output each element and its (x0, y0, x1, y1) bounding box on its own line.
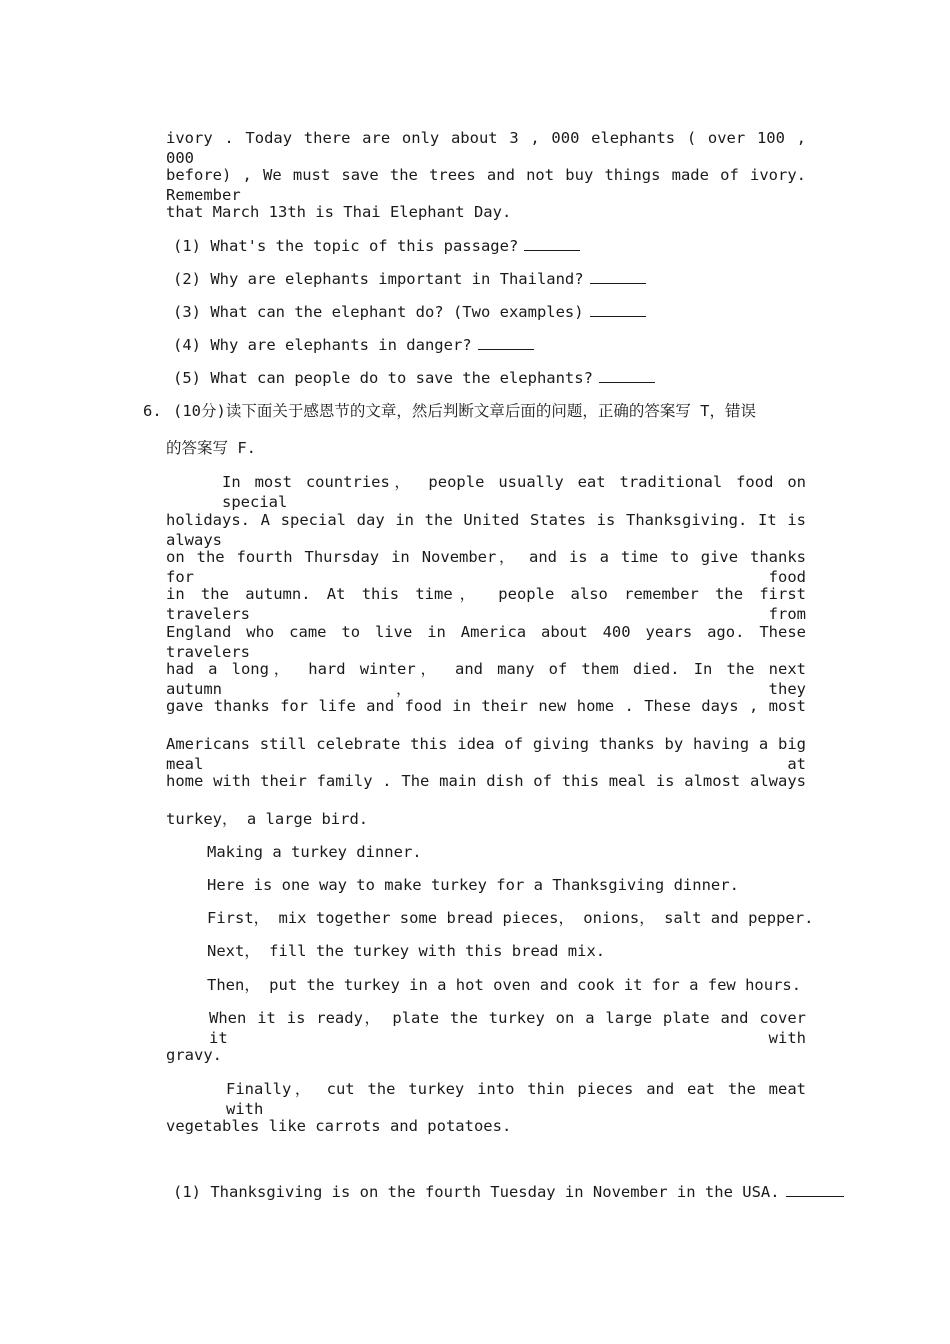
question-text: (3) What can the elephant do? (Two examples) (173, 303, 584, 321)
passage6-line-4: in the autumn. At this time， people also remember the first travelers from (166, 585, 806, 623)
question6-instruction-line-2: 的答案写 F. (166, 439, 256, 457)
passage6-line-6: had a long， hard winter， and many of them died. In the next autumn， they (166, 660, 806, 698)
answer-blank[interactable] (590, 269, 646, 284)
answer-blank[interactable] (599, 368, 655, 383)
question5-3 (173, 302, 646, 322)
question-text: (1) Thanksgiving is on the fourth Tuesday in November in the USA. (173, 1183, 780, 1201)
recipe-intro: Here is one way to make turkey for a Thanksgiving dinner. (207, 876, 739, 894)
question-text: (4) Why are elephants in danger? (173, 336, 472, 354)
question6-1 (173, 1182, 844, 1202)
passage6-line-5: England who came to live in America about 400 years ago. These travelers (166, 623, 806, 661)
recipe-step-finally-line-2: vegetables like carrots and potatoes. (166, 1117, 512, 1135)
question5-2 (173, 269, 646, 289)
answer-blank[interactable] (590, 302, 646, 317)
recipe-step-ready-line-2: gravy. (166, 1046, 222, 1064)
answer-blank[interactable] (524, 236, 580, 251)
passage6-line-3: on the fourth Thursday in November， and is a time to give thanks for food (166, 548, 806, 586)
passage6-line-9: home with their family . The main dish of this meal is almost always (166, 772, 806, 790)
passage5-line-1: ivory . Today there are only about 3 , 000 elephants ( over 100 , 000 (166, 129, 806, 167)
recipe-step-next: Next， fill the turkey with this bread mix. (207, 942, 606, 960)
question6-number: 6. (143, 402, 162, 420)
question5-5 (173, 368, 655, 388)
recipe-step-first: First， mix together some bread pieces， onions， salt and pepper. (207, 909, 814, 927)
question-text: (5) What can people do to save the elephants? (173, 369, 593, 387)
question-text: (2) Why are elephants important in Thailand? (173, 270, 584, 288)
question5-4 (173, 335, 534, 355)
answer-blank[interactable] (478, 335, 534, 350)
question-text: (1) What's the topic of this passage? (173, 237, 519, 255)
recipe-step-then: Then， put the turkey in a hot oven and cook it for a few hours. (207, 976, 802, 994)
passage5-line-3: that March 13th is Thai Elephant Day. (166, 203, 512, 221)
passage6-line-10: turkey， a large bird. (166, 810, 369, 828)
passage6-line-8: Americans still celebrate this idea of giving thanks by having a big meal at (166, 735, 806, 773)
passage6-line-1: In most countries， people usually eat traditional food on special (222, 473, 806, 511)
recipe-title: Making a turkey dinner. (207, 843, 422, 861)
passage6-line-7: gave thanks for life and food in their new home . These days , most (166, 697, 806, 715)
passage5-line-2: before) , We must save the trees and not buy things made of ivory. Remember (166, 166, 806, 204)
question5-1 (173, 236, 580, 256)
question6-instruction-line-1: (10分)读下面关于感恩节的文章，然后判断文章后面的问题，正确的答案写 T，错误 (173, 402, 756, 420)
recipe-step-finally-line-1: Finally， cut the turkey into thin pieces and eat the meat with (226, 1080, 806, 1118)
answer-blank[interactable] (786, 1182, 844, 1197)
passage6-line-2: holidays. A special day in the United States is Thanksgiving. It is always (166, 511, 806, 549)
recipe-step-ready-line-1: When it is ready， plate the turkey on a large plate and cover it with (209, 1009, 806, 1047)
